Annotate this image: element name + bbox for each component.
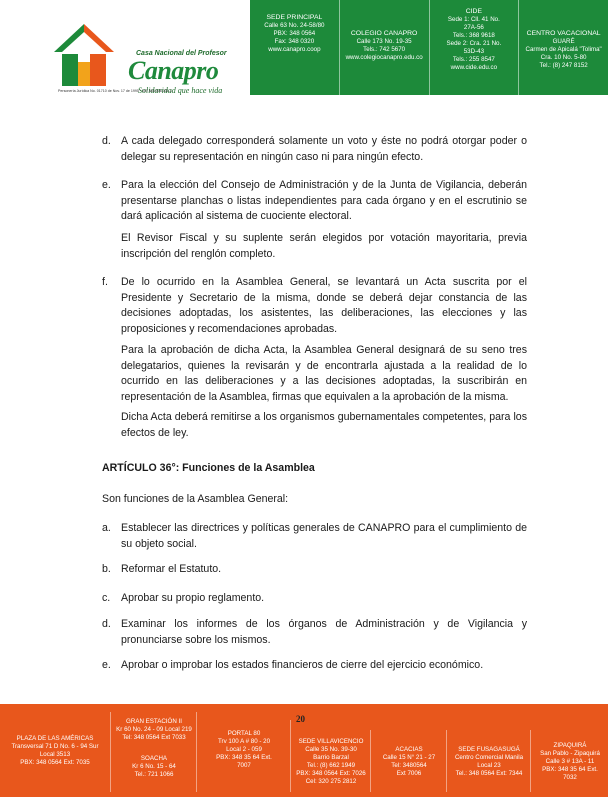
footer-line: PBX: 348 35 64 Ext. <box>216 754 272 761</box>
sede-title: SEDE PRINCIPAL <box>266 14 323 21</box>
article-intro: Son funciones de la Asamblea General: <box>102 493 289 505</box>
sede-line: PBX: 348 0564 <box>273 30 316 37</box>
footer-line: 7032 <box>563 774 577 781</box>
footer-line: PBX: 348 0564 Ext: 7026 <box>296 770 366 777</box>
footer-line: Local 2 - 059 <box>226 746 262 753</box>
sede-line: Calle 63 No. 24-58/80 <box>264 22 325 29</box>
footer-line: Tel.: 348 0564 Ext: 7344 <box>455 770 523 777</box>
item-text: Para la elección del Consejo de Administración y de la Junta de Vigilancia, deberán presentarse planchas o listas independientes para cada órgano y en el escrutinio se dará aplicación al sistema de cuociente electoral. <box>121 179 527 222</box>
sede-line: Tels.: 742 5670 <box>363 46 406 53</box>
footer-line: 7007 <box>237 762 251 769</box>
footer-line: Calle 35 No. 39-30 <box>305 746 357 753</box>
footer-acacias <box>372 746 446 778</box>
footer-line: Tel: 3480564 <box>391 762 427 769</box>
header-centro-vacacional <box>518 0 608 95</box>
list-marker: b. <box>102 563 111 575</box>
sede-line: Sede 1: Cll. 41 No. <box>447 16 500 23</box>
article-heading: ARTÍCULO 36°: Funciones de la Asamblea <box>102 462 315 474</box>
footer-divider <box>110 712 111 792</box>
footer-divider <box>446 730 447 792</box>
footer-title: PORTAL 80 <box>227 730 261 737</box>
sede-line: GUARÉ <box>552 38 575 45</box>
footer-divider <box>290 720 291 792</box>
item-text: Para la aprobación de dicha Acta, la Asamblea General designará de su seno tres delegatarios, quienes la revisarán y de encontrarla ajustada a la realidad de lo ocurrido en las deliberaciones y a las decisiones adoptadas, la suscribirán en representación de la Asamblea, firmas que equivalen a la aprobación de la misma. <box>121 344 527 403</box>
sede-line: www.cide.edu.co <box>450 64 498 71</box>
footer-line: Trv 100 A # 80 - 20 <box>217 738 271 745</box>
sede-line: Cra. 10 No. 5-80 <box>540 54 587 61</box>
logo-wordmark: Canapro <box>128 56 219 85</box>
logo-tagline: Solidaridad que hace vida <box>138 86 223 95</box>
list-item: Reformar el Estatuto. <box>121 563 222 575</box>
footer-line: Calle 15 N° 21 - 27 <box>382 754 436 761</box>
logo-subtitle: Casa Nacional del Profesor <box>136 50 227 57</box>
footer-fusagasuga <box>448 746 530 778</box>
footer-title: GRAN ESTACIÓN II <box>126 718 182 725</box>
footer-portal-80 <box>198 730 290 770</box>
footer-title: PLAZA DE LAS AMÉRICAS <box>16 735 94 742</box>
footer-title: ACACIAS <box>395 746 423 753</box>
page-number: 20 <box>296 714 305 724</box>
footer-line: PBX: 348 35 64 Ext. <box>542 766 598 773</box>
legal-registration: Personería Jurídica No. 01710 de Nov. 17 de 1995 · NIT 860.008.031-1 <box>58 89 172 93</box>
footer-villavicencio <box>292 738 370 786</box>
item-text: De lo ocurrido en la Asamblea General, se levantará un Acta suscrita por el Presidente y Secretario de la misma, donde se deberá dejar constancia de las decisiones adoptadas, los asistentes, las deliberaciones, las elecciones y las proposiciones y recomendaciones aprobadas. <box>121 276 527 335</box>
list-marker: e. <box>102 659 111 671</box>
footer-divider <box>370 730 371 792</box>
item-text: El Revisor Fiscal y su suplente serán elegidos por votación mayoritaria, previa inscripción del renglón completo. <box>121 232 527 260</box>
footer-line: Transversal 71 D No. 6 - 94 Sur <box>11 743 99 750</box>
sede-line: 27A-56 <box>463 24 484 31</box>
footer-line: Ext 7006 <box>396 770 422 777</box>
footer-line: Kr 6 No. 15 - 64 <box>132 763 176 770</box>
sede-line: www.canapro.coop <box>268 46 321 53</box>
list-item: Establecer las directrices y políticas generales de CANAPRO para el cumplimiento de su objeto social. <box>121 522 527 550</box>
footer-zipaquira <box>532 742 608 782</box>
sede-line: Fax: 348 0320 <box>274 38 315 45</box>
sede-line: Sede 2: Cra. 21 No. <box>446 40 502 47</box>
footer-gran-estacion <box>112 718 196 742</box>
list-marker: d. <box>102 618 111 630</box>
item-marker: f. <box>102 276 108 288</box>
footer-line: Calle 3 # 13A - 11 <box>545 758 595 765</box>
footer-line: PBX: 348 0564 Ext: 7035 <box>20 759 90 766</box>
footer-soacha <box>112 755 196 779</box>
list-item: Aprobar o improbar los estados financieros de cierre del ejercicio económico. <box>121 659 484 671</box>
item-text: Dicha Acta deberá remitirse a los organismos gubernamentales competentes, para los efectos de ley. <box>121 411 527 439</box>
list-item: Aprobar su propio reglamento. <box>121 592 265 604</box>
header-contact-band <box>250 0 608 95</box>
house-logo-icon <box>52 22 116 88</box>
sede-line: 53D-43 <box>463 48 485 55</box>
item-marker: d. <box>102 135 111 147</box>
letterhead <box>0 0 608 110</box>
sede-line: Carmen de Apicalá "Tolima" <box>525 46 602 53</box>
footer-title: ZIPAQUIRÁ <box>553 742 587 749</box>
footer-divider <box>196 712 197 792</box>
footer-line: Local 23 <box>477 762 501 769</box>
sede-title: CIDE <box>465 8 482 15</box>
item-text: A cada delegado corresponderá solamente un voto y éste no podrá otorgar poder o delegar su representación en ningún caso ni para ningún efecto. <box>121 135 527 163</box>
footer-title: SEDE VILLAVICENCIO <box>298 738 364 745</box>
sede-title: COLEGIO CANAPRO <box>350 30 418 37</box>
item-marker: e. <box>102 179 111 191</box>
footer-line: Tel: 348 0564 Ext 7033 <box>122 734 186 741</box>
footer-line: Centro Comercial Manila <box>454 754 524 761</box>
header-cide <box>429 0 519 95</box>
sede-line: Calle 173 No. 19-35 <box>356 38 412 45</box>
list-marker: c. <box>102 592 111 604</box>
footer-line: Kr 60 No. 24 - 09 Local 219 <box>116 726 192 733</box>
footer-divider <box>530 730 531 792</box>
sede-line: www.colegiocanapro.edu.co <box>345 54 423 61</box>
footer-line: Cel: 320 275 2812 <box>305 778 357 785</box>
sede-title: CENTRO VACACIONAL <box>526 30 601 37</box>
footer-title: SEDE FUSAGASUGÁ <box>458 746 520 753</box>
sede-line: Tel.: (8) 247 8152 <box>539 62 588 69</box>
footer-plaza-americas <box>2 735 108 767</box>
footer-line: San Pablo - Zipaquirá <box>540 750 600 757</box>
footer-line: Barrio Barzal <box>313 754 349 761</box>
header-colegio <box>339 0 429 95</box>
header-sede-principal <box>250 0 339 95</box>
footer-line: Local 3513 <box>39 751 71 758</box>
sede-line: Tels.: 368 9618 <box>452 32 495 39</box>
sede-line: Tels.: 255 8547 <box>452 56 495 63</box>
list-marker: a. <box>102 522 111 534</box>
footer-title: SOACHA <box>140 755 168 762</box>
footer-line: Tel.: (8) 662 1949 <box>306 762 356 769</box>
list-item: Examinar los informes de los órganos de Administración y de Vigilancia y pronunciarse sobre los mismos. <box>121 618 527 646</box>
footer-line: Tel.: 721 1066 <box>134 771 174 778</box>
